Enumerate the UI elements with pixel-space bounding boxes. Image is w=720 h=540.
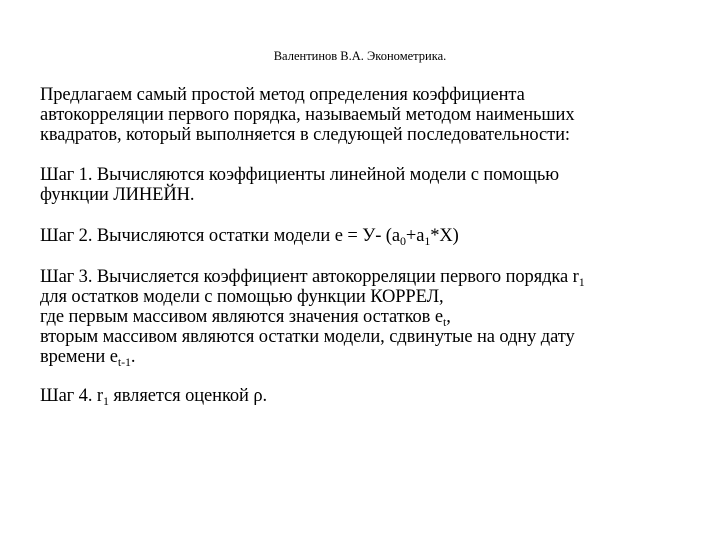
- document-body: [40, 85, 700, 427]
- step-3-line-5-end: .: [130, 347, 136, 367]
- step-4-sub: 1: [102, 394, 109, 408]
- step-3-line-3-sub: t: [442, 315, 447, 329]
- step-3-line-2: для остатков модели с помощью функции КОРРЕЛ,: [40, 287, 444, 307]
- step-3-line-3-text: где первым массивом являются значения остатков e: [40, 307, 443, 327]
- step-2-sub-1: 1: [424, 234, 431, 248]
- step-3-line-5-text: времени e: [40, 347, 118, 367]
- step-4-end: является оценкой ρ.: [108, 386, 268, 406]
- step-4-line: [40, 386, 700, 406]
- step-3-line-1-sub: 1: [578, 275, 585, 289]
- intro-line-2: автокорреляции первого порядка, называемый методом наименьших: [40, 105, 575, 125]
- step-2-sub-0: 0: [399, 234, 406, 248]
- step-3-line-1-text: Шаг 3. Вычисляется коэффициент автокорреляции первого порядка r: [40, 267, 579, 287]
- step-3-line-3-end: ,: [446, 307, 451, 327]
- step-1-paragraph: [40, 165, 700, 205]
- step-2-line: [40, 226, 700, 246]
- step-4-paragraph: [40, 386, 700, 406]
- step-2-prefix: Шаг 2. Вычисляются остатки модели e = У- (a: [40, 226, 400, 246]
- document-header: Валентинов В.А. Эконометрика.: [273, 49, 447, 63]
- step-3-line-1: [40, 267, 700, 287]
- step-3-line-5: [40, 347, 700, 367]
- step-3-line-3: [40, 307, 700, 327]
- step-1-line-2: функции ЛИНЕЙН.: [40, 185, 195, 205]
- step-2-suffix: *X): [430, 226, 459, 246]
- step-3-paragraph: [40, 267, 700, 367]
- step-1-line-1: Шаг 1. Вычисляются коэффициенты линейной модели с помощью: [40, 165, 559, 185]
- step-2-paragraph: [40, 226, 700, 246]
- step-4-text: Шаг 4. r: [40, 386, 103, 406]
- step-2-mid: +a: [405, 226, 425, 246]
- intro-line-3: квадратов, который выполняется в следующей последовательности:: [40, 125, 570, 145]
- step-3-line-4: вторым массивом являются остатки модели, сдвинутые на одну дату: [40, 327, 575, 347]
- step-3-line-5-sub: t-1: [117, 355, 131, 369]
- intro-line-1: Предлагаем самый простой метод определения коэффициента: [40, 85, 525, 105]
- intro-paragraph: [40, 85, 700, 145]
